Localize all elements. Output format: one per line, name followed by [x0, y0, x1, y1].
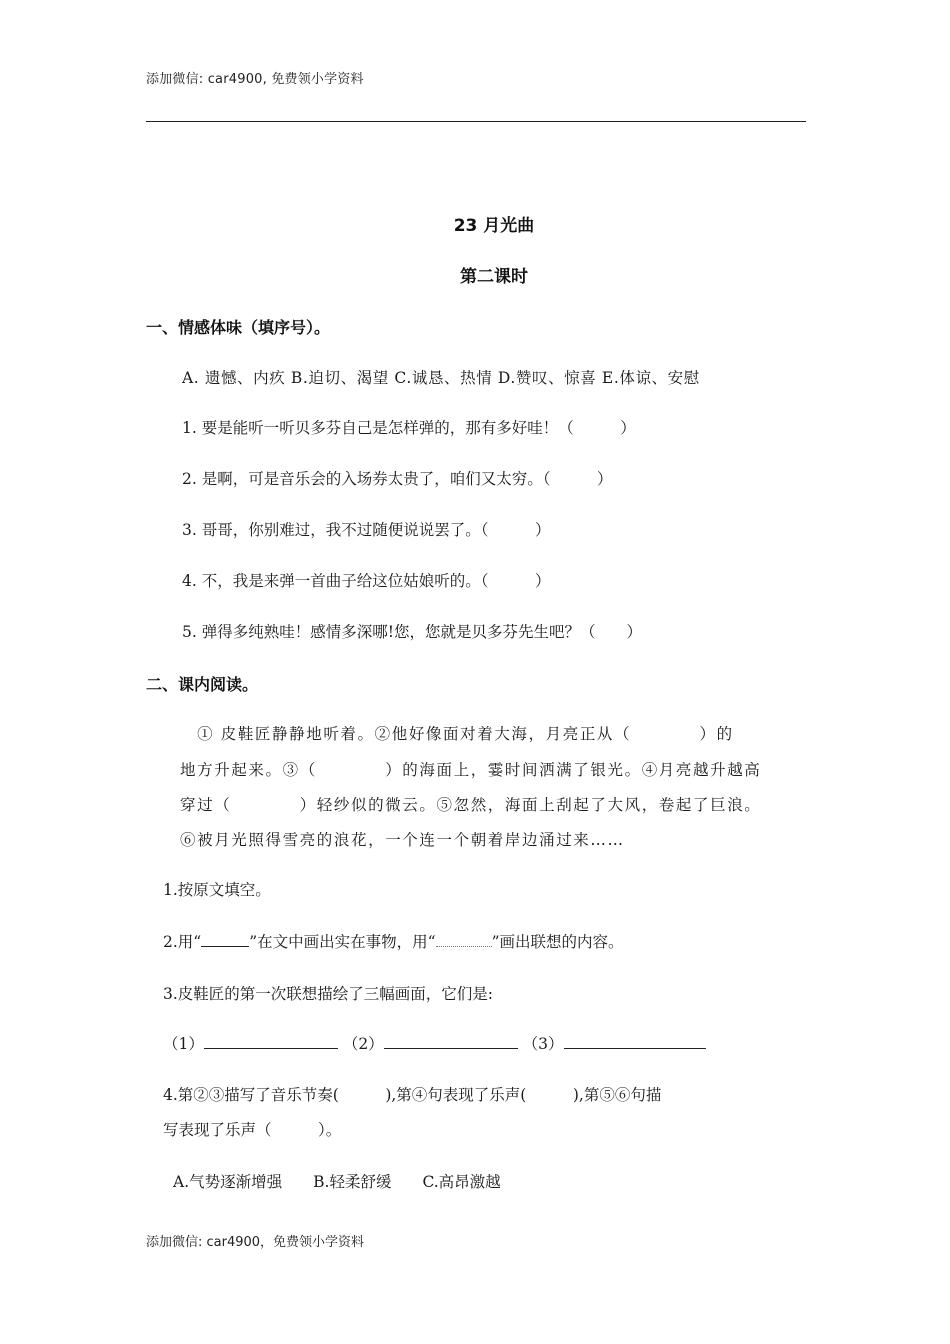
wavy-underline-sample — [436, 936, 492, 947]
section1-item: 3. 哥哥，你别难过，我不过随便说说罢了。（ ） — [182, 521, 551, 539]
question-4-line1: 4.第②③描写了音乐节奏( ),第④句表现了乐声( ),第⑤⑥句描 — [163, 1086, 662, 1104]
section2-heading: 二、课内阅读。 — [146, 675, 259, 694]
question-4-line2: 写表现了乐声（ ）。 — [163, 1121, 342, 1139]
blank-label: （1） — [163, 1035, 204, 1053]
lesson-title: 23 月光曲 — [453, 216, 535, 236]
section1-item: 4. 不，我是来弹一首曲子给这位姑娘听的。（ ） — [182, 572, 551, 590]
passage-line: ⑥被月光照得雪亮的浪花，一个连一个朝着岸边涌过来…… — [180, 831, 625, 849]
section1-item: 1. 要是能听一听贝多芬自己是怎样弹的，那有多好哇！（ ） — [182, 419, 636, 437]
answer-blank[interactable] — [384, 1034, 518, 1049]
question-3-blanks — [163, 1032, 706, 1054]
passage-line: ① 皮鞋匠静静地听着。②他好像面对着大海，月亮正从（ ）的 — [180, 725, 734, 743]
blank-label: （3） — [522, 1035, 564, 1053]
section1-heading: 一、情感体味（填序号）。 — [146, 318, 331, 337]
lesson-subtitle: 第二课时 — [460, 267, 528, 287]
answer-blank[interactable] — [564, 1034, 706, 1049]
header-divider — [146, 121, 806, 122]
question-2 — [163, 930, 624, 952]
question-2-suffix: ”画出联想的内容。 — [491, 933, 624, 951]
question-1: 1.按原文填空。 — [163, 881, 271, 899]
solid-underline-sample — [201, 934, 249, 947]
answer-blank[interactable] — [204, 1034, 338, 1049]
blank-label: （2） — [342, 1035, 384, 1053]
question-3: 3.皮鞋匠的第一次联想描绘了三幅画面，它们是: — [163, 985, 494, 1003]
section1-item: 5. 弹得多纯熟哇！感情多深哪!您，您就是贝多芬先生吧？（ ） — [182, 623, 642, 641]
page-header: 添加微信: car4900, 免费领小学资料 — [146, 72, 364, 87]
question-2-prefix: 2.用“ — [163, 933, 202, 951]
section1-options: A. 遗憾、内疚 B.迫切、渴望 C.诚恳、热情 D.赞叹、惊喜 E.体谅、安慰 — [182, 369, 700, 387]
section1-item: 2. 是啊，可是音乐会的入场券太贵了，咱们又太穷。（ ） — [182, 470, 613, 488]
page-footer: 添加微信: car4900，免费领小学资料 — [146, 1235, 365, 1250]
question-2-mid: ”在文中画出实在事物，用“ — [249, 933, 436, 951]
passage-line: 地方升起来。③（ ）的海面上，霎时间洒满了银光。④月亮越升越高 — [180, 761, 762, 779]
passage-line: 穿过（ ）轻纱似的微云。⑤忽然，海面上刮起了大风，卷起了巨浪。 — [180, 796, 762, 814]
question-4-options: A.气势逐渐增强 B.轻柔舒缓 C.高昂激越 — [173, 1173, 501, 1191]
